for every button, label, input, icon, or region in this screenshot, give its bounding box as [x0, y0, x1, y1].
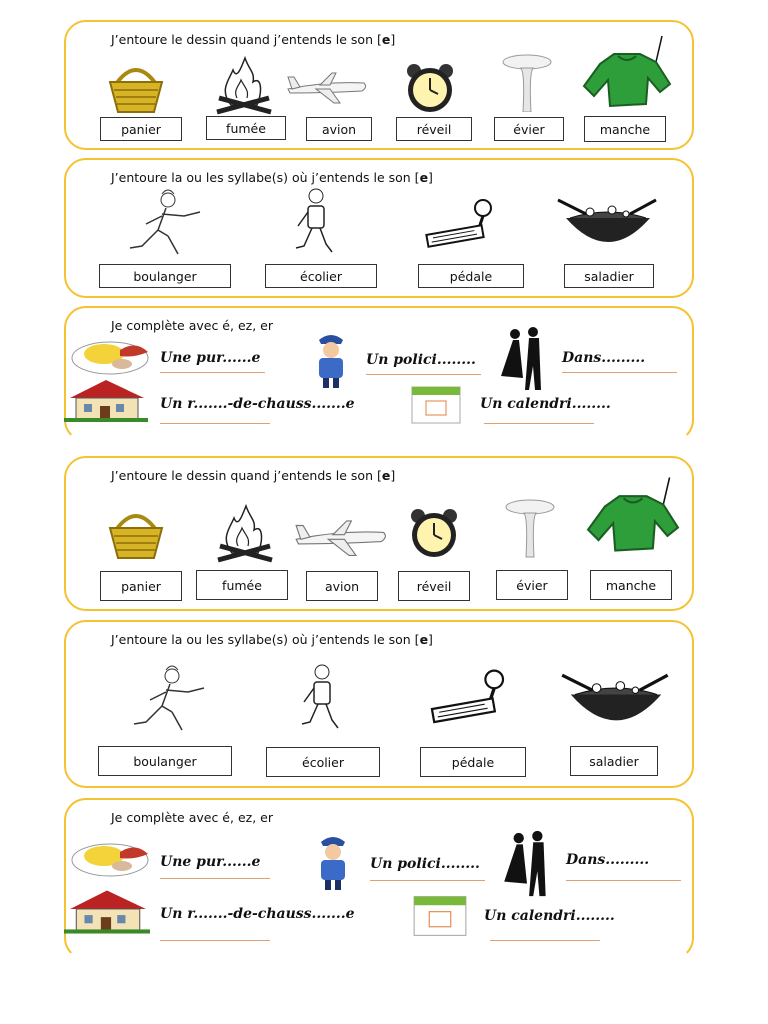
word-box-reveil[interactable]: réveil: [398, 571, 470, 601]
exercise-panel-circle-drawing: [64, 20, 694, 150]
house-icon: [64, 884, 150, 938]
pedal-icon[interactable]: [426, 662, 514, 732]
write-line: [370, 880, 485, 881]
instruction: J’entoure le dessin quand j’entends le son [e]: [111, 32, 396, 47]
baker-icon[interactable]: [126, 656, 212, 740]
word-box-evier[interactable]: évier: [496, 570, 568, 600]
word-box-boulanger[interactable]: boulanger: [98, 746, 232, 776]
fill-item-calendrier: Un calendri........: [484, 908, 615, 924]
fill-item-danser: Dans.........: [562, 350, 646, 366]
fill-item-calendrier: Un calendri........: [480, 396, 611, 412]
word-box-panier[interactable]: panier: [100, 571, 182, 601]
fill-item-policier: Un polici........: [366, 352, 476, 368]
write-line: [160, 423, 270, 424]
word-box-ecolier[interactable]: écolier: [266, 747, 380, 777]
fill-item-puree: Une pur......e: [160, 350, 261, 366]
word-box-manche[interactable]: manche: [584, 116, 666, 142]
airplane-icon[interactable]: [286, 67, 368, 107]
word-box-reveil[interactable]: réveil: [396, 117, 472, 141]
fill-item-rez-de-chaussee: Un r.......-de-chauss.......e: [160, 906, 355, 922]
policeman-icon: [311, 330, 351, 390]
alarm-clock-icon[interactable]: [406, 506, 462, 560]
pedal-icon[interactable]: [421, 194, 501, 254]
instruction: Je complète avec é, ez, er: [111, 810, 273, 825]
fill-item-policier: Un polici........: [370, 856, 480, 872]
word-box-saladier[interactable]: saladier: [564, 264, 654, 288]
word-box-manche[interactable]: manche: [590, 570, 672, 600]
basket-icon[interactable]: [106, 508, 166, 560]
word-box-saladier[interactable]: saladier: [570, 746, 658, 776]
alarm-clock-icon[interactable]: [402, 62, 458, 114]
schoolboy-icon[interactable]: [286, 186, 346, 258]
exercise-panel-circle-syllable: [64, 158, 694, 298]
dancers-icon: [495, 326, 551, 392]
instruction: Je complète avec é, ez, er: [111, 318, 273, 333]
write-line: [160, 940, 270, 941]
fire-icon[interactable]: [212, 498, 278, 564]
sink-icon[interactable]: [499, 52, 555, 112]
policeman-icon: [313, 828, 353, 896]
instruction: J’entoure la ou les syllabe(s) où j’entends le son [e]: [111, 632, 433, 647]
word-box-ecolier[interactable]: écolier: [265, 264, 377, 288]
fill-item-rez-de-chaussee: Un r.......-de-chauss.......e: [160, 396, 355, 412]
write-line: [160, 372, 265, 373]
fill-item-danser: Dans.........: [566, 852, 650, 868]
puree-plate-icon: [70, 836, 152, 880]
exercise-panel-complete-copy: [64, 798, 694, 960]
exercise-panel-circle-syllable-copy: [64, 620, 694, 788]
salad-bowl-icon[interactable]: [556, 196, 660, 252]
salad-bowl-icon[interactable]: [560, 670, 672, 732]
write-line: [490, 940, 600, 941]
instruction: J’entoure la ou les syllabe(s) où j’entends le son [e]: [111, 170, 433, 185]
airplane-icon[interactable]: [288, 514, 394, 560]
dancers-icon: [498, 825, 556, 903]
write-line: [484, 423, 594, 424]
fill-item-puree: Une pur......e: [160, 854, 261, 870]
house-icon: [64, 378, 148, 422]
write-line: [566, 880, 681, 881]
word-box-pedale[interactable]: pédale: [418, 264, 524, 288]
word-box-boulanger[interactable]: boulanger: [99, 264, 231, 288]
puree-plate-icon: [70, 336, 152, 376]
word-box-avion[interactable]: avion: [306, 571, 378, 601]
instruction: J’entoure le dessin quand j’entends le son [e]: [111, 468, 396, 483]
word-box-avion[interactable]: avion: [306, 117, 372, 141]
schoolboy-icon[interactable]: [292, 656, 352, 740]
basket-icon[interactable]: [106, 62, 166, 114]
fire-icon[interactable]: [211, 50, 277, 116]
write-line: [366, 374, 481, 375]
word-box-pedale[interactable]: pédale: [420, 747, 526, 777]
exercise-panel-circle-drawing-copy: [64, 456, 694, 611]
green-sweater-icon[interactable]: [586, 470, 680, 560]
sink-icon[interactable]: [502, 494, 558, 560]
calendar-icon: [410, 385, 462, 425]
baker-icon[interactable]: [122, 186, 208, 258]
word-box-fumee[interactable]: fumée: [206, 116, 286, 140]
write-line: [562, 372, 677, 373]
word-box-evier[interactable]: évier: [494, 117, 564, 141]
write-line: [160, 878, 270, 879]
green-sweater-icon[interactable]: [582, 34, 672, 110]
calendar-icon: [412, 893, 468, 939]
word-box-fumee[interactable]: fumée: [196, 570, 288, 600]
word-box-panier[interactable]: panier: [100, 117, 182, 141]
